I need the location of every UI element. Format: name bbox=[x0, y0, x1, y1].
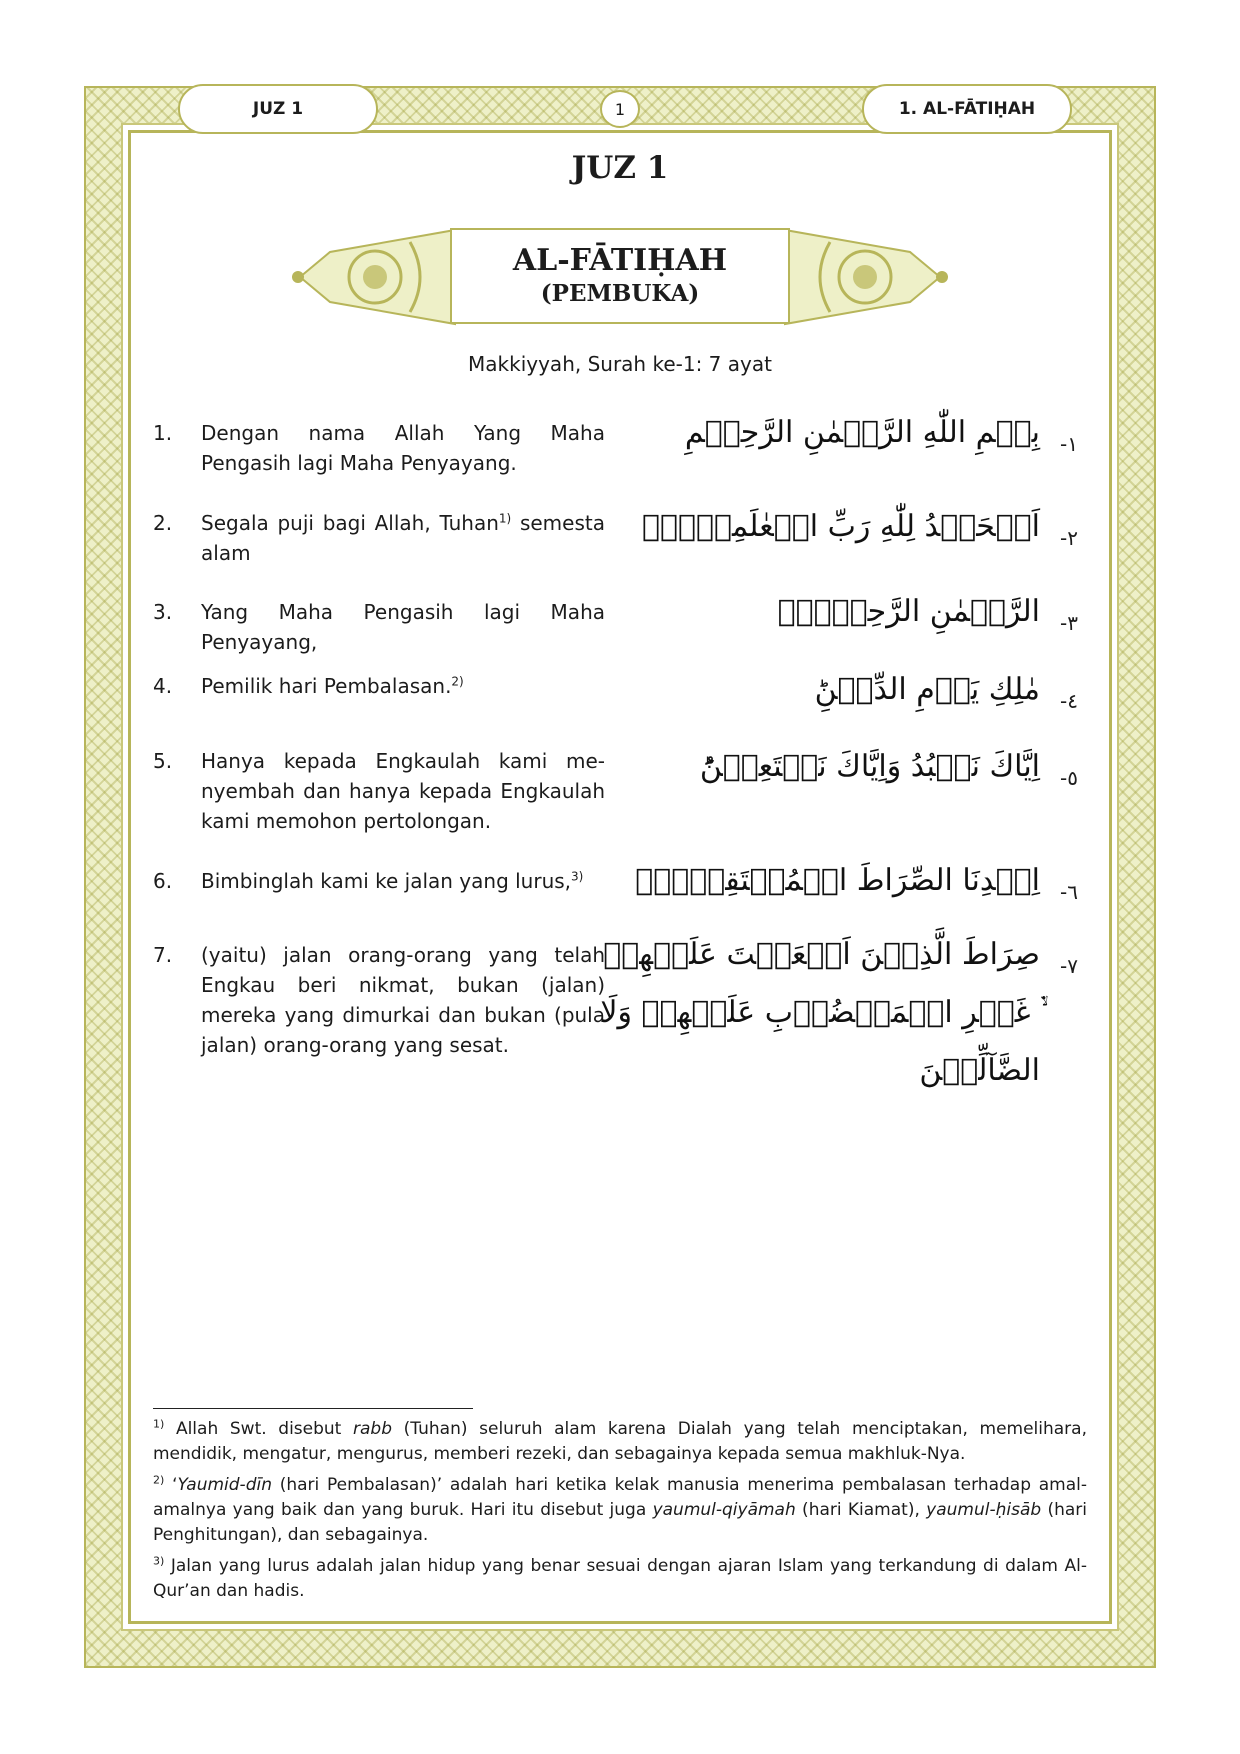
surah-meaning: (PEMBUKA) bbox=[540, 280, 700, 307]
verse-number: 3. bbox=[153, 600, 173, 624]
footnote-3 bbox=[153, 1554, 1087, 1604]
verse-translation: Yang Maha Pengasih lagi Maha Penyayang, bbox=[201, 600, 605, 654]
footnote-ref[interactable]: 3) bbox=[571, 869, 584, 884]
surah-info: Makkiyyah, Surah ke-1: 7 ayat bbox=[468, 352, 772, 376]
footnote-term: yaumul-ḥisāb bbox=[926, 1500, 1042, 1520]
verse-arabic: الرَّحۡمٰنِ الرَّحِيۡمِۙ bbox=[777, 594, 1040, 629]
verse-translation bbox=[201, 508, 605, 568]
verse-translation bbox=[201, 866, 605, 896]
verse-arabic: اَلۡحَمۡدُ لِلّٰهِ رَبِّ الۡعٰلَمِيۡنَۙ bbox=[641, 509, 1040, 544]
verse-translation: Hanya kepada Engkaulah kami menyembah dan hanya kepada Engkaulah kami memohon pertolongan. bbox=[201, 749, 605, 833]
footnote-text: ‘ bbox=[172, 1475, 178, 1495]
verse-arabic-number: -٤ bbox=[1060, 689, 1078, 713]
verse-arabic: صِرَاطَ الَّذِيۡنَ اَنۡعَمۡتَ عَلَيۡهِمۡ ۙ۬ غَيۡرِ الۡمَغۡضُوۡبِ عَلَيۡهِمۡ وَلَا الضَّآلِّيۡنَ bbox=[600, 937, 1040, 1088]
verse-number: 6. bbox=[153, 869, 173, 893]
verse-arabic-number: -٢ bbox=[1060, 526, 1078, 550]
surah-title-box bbox=[450, 228, 790, 324]
verse-number: 2. bbox=[153, 511, 173, 535]
footnote-ref[interactable]: 2) bbox=[451, 674, 464, 689]
verse-number: 1. bbox=[153, 421, 173, 445]
header-page-number: 1 bbox=[600, 90, 640, 128]
footnote-text: (hari Penghitungan), dan sebagainya. bbox=[153, 1500, 1087, 1545]
verse-arabic: اِهۡدِنَا الصِّرَاطَ الۡمُسۡتَقِيۡمَۙ bbox=[635, 863, 1040, 898]
verse-number: 7. bbox=[153, 943, 173, 967]
header-juz: JUZ 1 bbox=[178, 84, 378, 134]
verse-translation: (yaitu) jalan orang-orang yang telah Engkau beri nikmat, bukan (jalan) mereka yang dimurkai dan bukan (pula jalan) orang-orang yang sesat. bbox=[201, 943, 605, 1057]
footnote-text: Allah Swt. disebut bbox=[175, 1419, 354, 1439]
surah-name: AL-FĀTIḤAH bbox=[512, 243, 728, 278]
verse-translation: Dengan nama Allah Yang Maha Pengasih lagi Maha Penyayang. bbox=[201, 421, 605, 475]
verse-arabic: اِيَّاكَ نَعۡبُدُ وَاِيَّاكَ نَسۡتَعِيۡنُؕ bbox=[699, 749, 1040, 784]
footnote-term: yaumul-qiyāmah bbox=[652, 1500, 796, 1520]
footnote-1 bbox=[153, 1417, 1087, 1467]
header-surah: 1. AL-FĀTIḤAH bbox=[862, 84, 1072, 134]
verse-arabic-number: -٥ bbox=[1060, 766, 1078, 790]
footnote-divider bbox=[153, 1408, 473, 1409]
verse-translation bbox=[201, 671, 605, 701]
footnote-ref[interactable]: 1) bbox=[498, 511, 512, 526]
verse-number: 5. bbox=[153, 749, 173, 773]
footnote-2 bbox=[153, 1473, 1087, 1548]
juz-title: JUZ 1 bbox=[571, 150, 669, 186]
verse-arabic-number: -٦ bbox=[1060, 880, 1078, 904]
surah-banner bbox=[290, 222, 950, 332]
footnote-marker: 2) bbox=[153, 1473, 165, 1487]
footnote-text: (hari Pembalasan)’ adalah hari ketika kelak manusia menerima pembalasan terhadap amal-amalnya yang baik dan yang buruk. Hari itu disebut juga bbox=[153, 1475, 1087, 1520]
footnote-text: Jalan yang lurus adalah jalan hidup yang benar sesuai dengan ajaran Islam yang terkandung di dalam Al-Qur’an dan hadis. bbox=[153, 1556, 1087, 1601]
footnote-text: (Tuhan) seluruh alam karena Dialah yang telah menciptakan, memelihara, mendidik, mengatur, mengurus, memberi rezeki, dan sebagainya kepada semua makhluk-Nya. bbox=[153, 1419, 1087, 1464]
footnote-text: (hari Kiamat), bbox=[795, 1500, 927, 1520]
verse-text-part: semesta alam bbox=[201, 511, 605, 565]
verse-arabic-number: -٧ bbox=[1060, 954, 1078, 978]
verse-number: 4. bbox=[153, 674, 173, 698]
verse-arabic-number: -٣ bbox=[1060, 611, 1078, 635]
footnote-marker: 3) bbox=[153, 1554, 165, 1568]
footnote-term: rabb bbox=[353, 1419, 393, 1439]
verse-arabic: بِسۡمِ اللّٰهِ الرَّحۡمٰنِ الرَّحِيۡمِ bbox=[684, 415, 1040, 450]
verse-arabic: مٰلِكِ يَوۡمِ الدِّيۡنِؕ bbox=[814, 672, 1040, 707]
verse-text-part: Bimbinglah kami ke jalan yang lurus, bbox=[201, 869, 572, 893]
verse-arabic-number: -١ bbox=[1060, 432, 1078, 456]
verse-text-part: Segala puji bagi Allah, Tuhan bbox=[201, 511, 499, 535]
footnote-marker: 1) bbox=[153, 1417, 165, 1431]
footnote-term: Yaumid-dīn bbox=[177, 1475, 272, 1495]
verse-text-part: Pemilik hari Pembalasan. bbox=[201, 674, 452, 698]
